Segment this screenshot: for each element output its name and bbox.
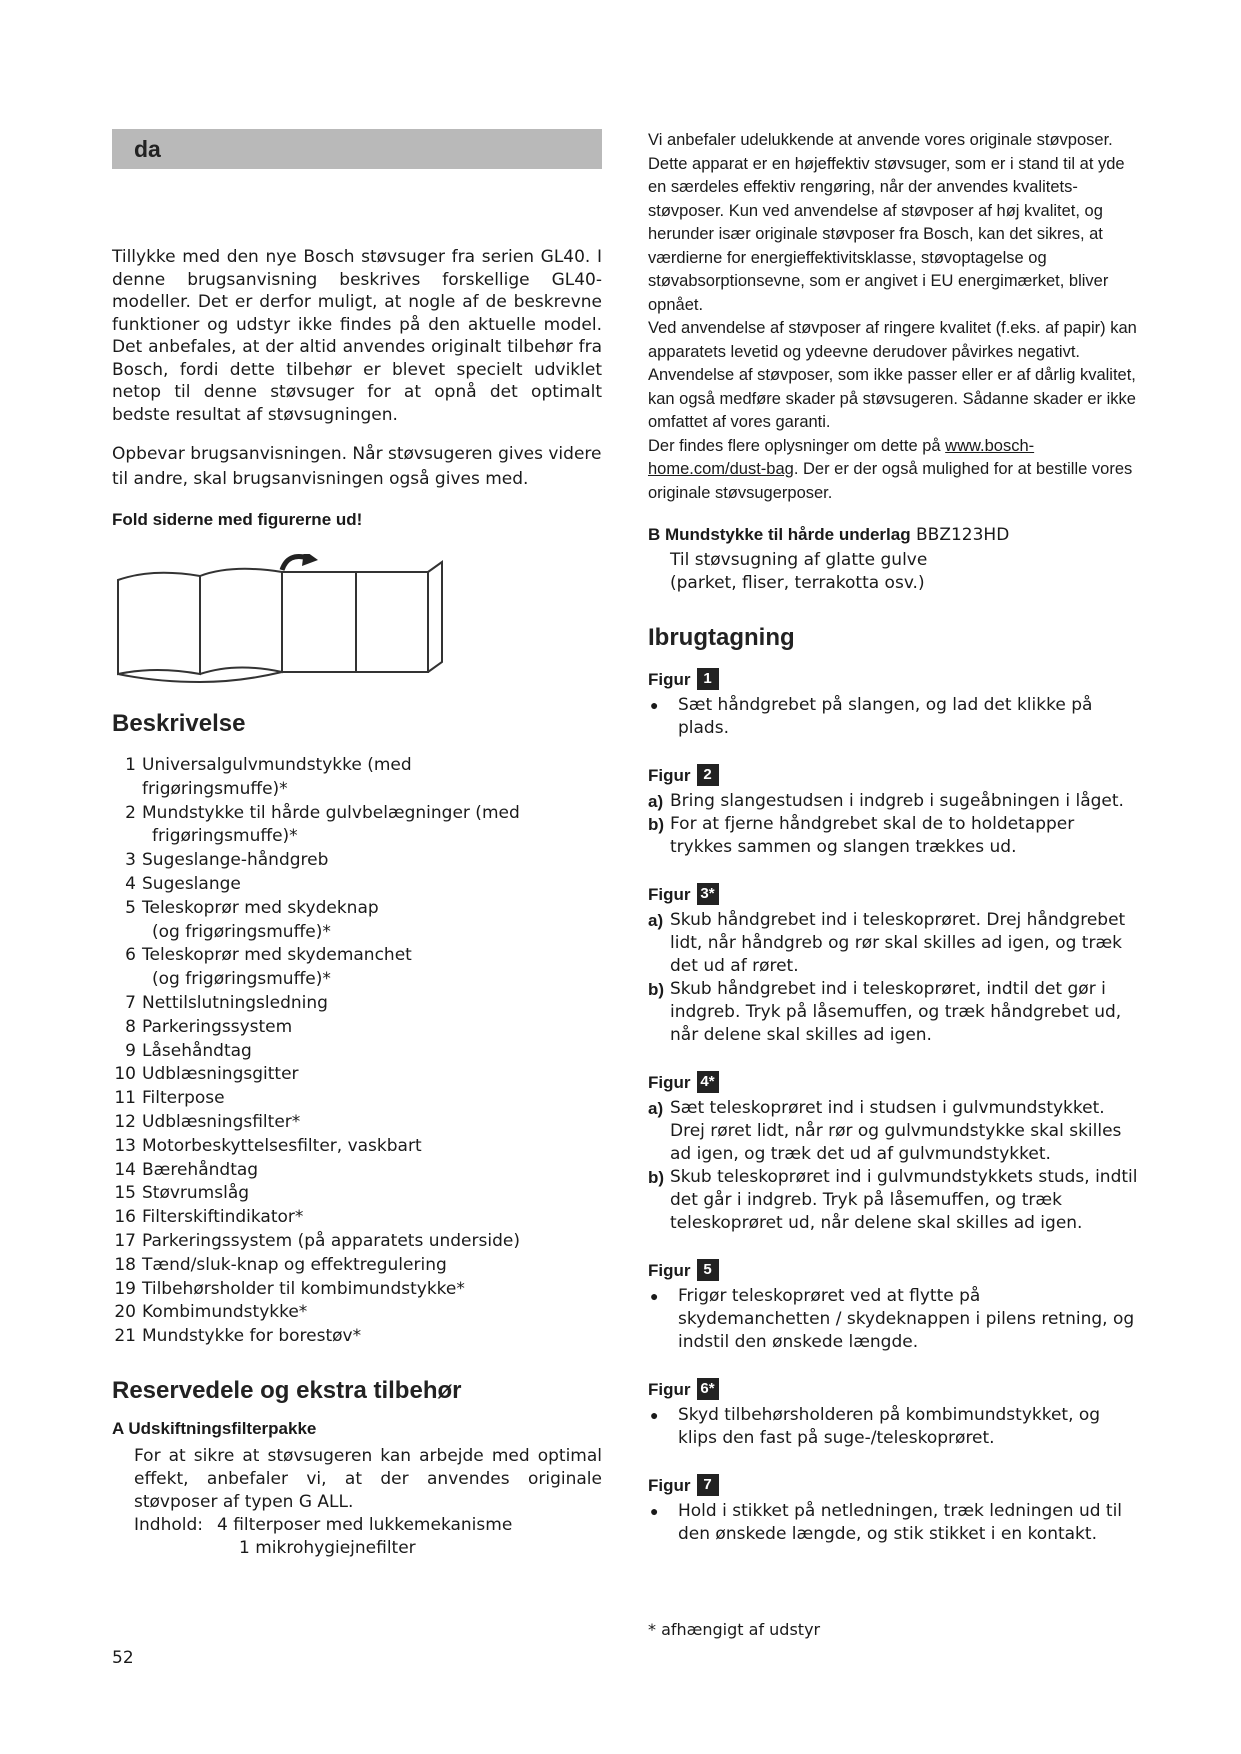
contents-label: Indhold: — [134, 1514, 203, 1535]
figure-1-label: Figur 1 — [648, 668, 1138, 690]
figure-badge: 4* — [697, 1071, 719, 1093]
list-item: a) Sæt teleskoprøret ind i studsen i gulvmundstykket. Drej røret lidt, når rør og gulvmundstykke skal skilles ad igen, og træk det ud af gulvmundstykket. — [648, 1098, 1122, 1164]
list-item: ● Hold i stikket på netledningen, træk ledningen ud til den ønskede længde, og stik stikket i en kontakt. — [650, 1501, 1123, 1544]
left-column — [112, 129, 602, 1560]
list-item: 6 Teleskoprør med skydemanchet (og frigøringsmuffe)* — [125, 945, 412, 990]
ibrugtagning-heading: Ibrugtagning — [648, 624, 795, 651]
list-item: ● Sæt håndgrebet på slangen, og lad det klikke på plads. — [650, 695, 1093, 738]
figure-1-steps — [648, 694, 1138, 740]
filter-pack-text: For at sikre at støvsugeren kan arbejde med optimal effekt, anbefaler vi, at der anvendes originale støvposer af typen G ALL. — [134, 1445, 602, 1512]
figure-4-label: Figur 4* — [648, 1071, 1138, 1093]
figure-badge: 6* — [697, 1378, 719, 1400]
figure-7-label: Figur 7 — [648, 1474, 1138, 1496]
figure-badge: 5 — [697, 1259, 719, 1281]
footnote: * afhængigt af udstyr — [648, 1620, 821, 1639]
hard-floor-nozzle-title: B Mundstykke til hårde underlag BBZ123HD — [648, 525, 1010, 545]
list-item: 21 Mundstykke for borestøv* — [114, 1326, 362, 1347]
figure-badge: 2 — [697, 764, 719, 786]
figure-6-steps — [648, 1404, 1138, 1450]
list-item: 19 Tilbehørsholder til kombimundstykke* — [114, 1278, 465, 1299]
figure-badge: 7 — [697, 1474, 719, 1496]
dust-bag-info — [648, 129, 1138, 505]
filter-pack-body — [112, 1445, 602, 1560]
list-item: b) For at fjerne håndgrebet skal de to holdetapper trykkes sammen og slangen trækkes ud. — [648, 814, 1075, 857]
fold-out-pages-figure — [112, 554, 452, 686]
list-item: 7 Nettilslutningsledning — [125, 992, 328, 1013]
list-item: 9 Låsehåndtag — [125, 1040, 252, 1061]
language-bar — [112, 129, 602, 169]
list-item: b) Skub håndgrebet ind i teleskoprøret, indtil det gør i indgreb. Tryk på låsemuffen, og træk håndgrebet ud, når delene skal skilles ad igen. — [648, 979, 1122, 1045]
list-item: ● Frigør teleskoprøret ved at flytte på skydemanchetten / skydeknappen i pilens retning, og indstil den ønskede længde. — [650, 1286, 1135, 1352]
figure-badge: 1 — [697, 668, 719, 690]
page-number: 52 — [112, 1648, 134, 1668]
intro-paragraph: Tillykke med den nye Bosch støvsuger fra serien GL40. I denne brugsanvisning beskrives forskellige GL40-modeller. Det er derfor muligt, at nogle af de beskrevne funktioner og udstyr ikke findes på den aktuelle model. Det anbefales, at der altid anvendes originalt tilbehør fra Bosch, fordi dette tilbehør er blevet specielt udviklet netop til denne støvsuger for at opnå det optimalt bedste resultat af støvsugningen. — [112, 247, 602, 425]
figure-7-steps — [648, 1500, 1138, 1546]
list-item: 15 Støvrumslåg — [114, 1183, 250, 1204]
filter-pack-title: A Udskiftningsfilterpakke — [112, 1418, 317, 1438]
list-item: 5 Teleskoprør med skydeknap (og frigøringsmuffe)* — [125, 897, 379, 942]
list-item: 14 Bærehåndtag — [114, 1159, 259, 1180]
list-item: a) Skub håndgrebet ind i teleskoprøret. Drej håndgrebet lidt, når håndgreb og rør skal skilles ad igen, og træk det ud af røret. — [648, 910, 1126, 976]
info-paragraph-1: Vi anbefaler udelukkende at anvende vores originale støvposer. — [648, 131, 1113, 149]
figure-3-steps — [648, 909, 1138, 1047]
hard-floor-nozzle-body: Til støvsugning af glatte gulve (parket, fliser, terrakotta osv.) — [670, 550, 928, 593]
list-item: 13 Motorbeskyttelsesfilter, vaskbart — [114, 1135, 422, 1156]
parts-list — [112, 754, 602, 1349]
info-paragraph-4: Der findes flere oplysninger om dette på www.bosch-home.com/dust-bag. Der er der også mulighed for at bestille vores originale støvsugerposer. — [648, 436, 1133, 502]
list-item: 11 Filterpose — [114, 1088, 225, 1109]
list-item: 12 Udblæsningsfilter* — [114, 1111, 301, 1132]
list-item: ● Skyd tilbehørsholderen på kombimundstykket, og klips den fast på suge-/teleskoprøret. — [650, 1405, 1101, 1448]
right-column — [648, 129, 1138, 1546]
hard-floor-nozzle-model: BBZ123HD — [916, 525, 1010, 545]
list-item: b) Skub teleskoprøret ind i gulvmundstykkets studs, indtil det går i indgreb. Tryk på låsemuffen, og træk teleskoprøret ud, når delene skal skilles ad igen. — [648, 1167, 1138, 1233]
reservedele-heading: Reservedele og ekstra tilbehør — [112, 1376, 462, 1404]
figure-instructions — [648, 668, 1138, 1546]
figure-2-label: Figur 2 — [648, 764, 1138, 786]
fold-out-note: Fold siderne med figurerne ud! — [112, 510, 363, 529]
list-item: 17 Parkeringssystem (på apparatets underside) — [114, 1230, 520, 1251]
info-paragraph-3: Ved anvendelse af støvposer af ringere kvalitet (f.eks. af papir) kan apparatets levetid og ydeevne derudover påvirkes negativt. Anvendelse af støvposer, som ikke passer eller er af dårlig kvalitet, kan også medføre skader på støvsugeren. Sådanne skader er ikke omfattet af vores garanti. — [648, 319, 1137, 431]
list-item: 3 Sugeslange-håndgreb — [125, 850, 329, 871]
figure-badge: 3* — [697, 883, 719, 905]
list-item: 8 Parkeringssystem — [125, 1016, 293, 1037]
list-item: 16 Filterskiftindikator* — [114, 1207, 304, 1228]
figure-5-steps — [648, 1285, 1138, 1354]
contents-item-1: 4 filterposer med lukkemekanisme — [217, 1514, 513, 1535]
figure-2-steps — [648, 790, 1138, 859]
figure-6-label: Figur 6* — [648, 1378, 1138, 1400]
list-item: 18 Tænd/sluk-knap og effektregulering — [114, 1254, 447, 1275]
language-code: da — [134, 136, 161, 162]
list-item: 20 Kombimundstykke* — [114, 1302, 308, 1323]
list-item: a) Bring slangestudsen i indgreb i sugeåbningen i låget. — [648, 791, 1124, 811]
list-item: 1 Universalgulvmundstykke (med frigøringsmuffe)* — [125, 755, 412, 799]
figure-3-label: Figur 3* — [648, 883, 1138, 905]
contents-item-2: 1 mikrohygiejnefilter — [239, 1537, 416, 1558]
dust-bag-link[interactable]: www.bosch-home.com/dust-bag — [648, 436, 1035, 478]
list-item: 4 Sugeslange — [125, 873, 241, 894]
keep-manual-paragraph: Opbevar brugsanvisningen. Når støvsugeren gives videre til andre, skal brugsanvisningen også gives med. — [112, 444, 602, 489]
list-item: 10 Udblæsningsgitter — [114, 1064, 299, 1085]
figure-4-steps — [648, 1097, 1138, 1235]
figure-5-label: Figur 5 — [648, 1259, 1138, 1281]
info-paragraph-2: Dette apparat er en højeffektiv støvsuger, som er i stand til at yde en særdeles effektiv rengøring, når der anvendes kvalitets-støvposer. Kun ved anvendelse af støvposer af høj kvalitet, og herunder især originale støvposer fra Bosch, kan det sikres, at værdierne for energieffektivitsklasse, støvoptagelse og støvabsorptionsevne, som er angivet i EU energimærket, bliver opnået. — [648, 154, 1125, 314]
list-item: 2 Mundstykke til hårde gulvbelægninger (med frigøringsmuffe)* — [125, 802, 520, 847]
contents-row — [134, 1514, 602, 1537]
beskrivelse-heading: Beskrivelse — [112, 710, 246, 737]
